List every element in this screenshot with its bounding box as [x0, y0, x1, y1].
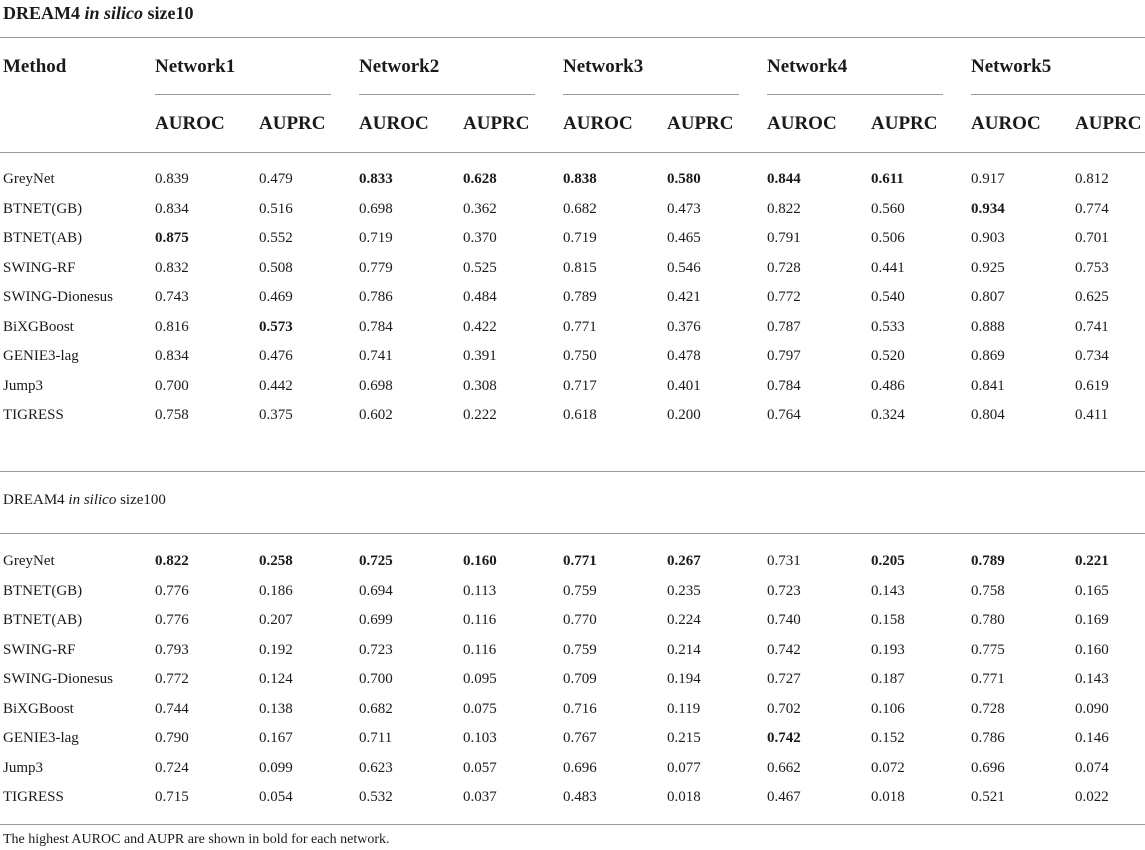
auprc-cell: 0.074 — [1075, 759, 1109, 776]
method-cell: TIGRESS — [3, 789, 64, 805]
auprc-cell: 0.018 — [667, 789, 701, 805]
auroc-cell: 0.844 — [767, 171, 801, 187]
auroc-cell: 0.698 — [359, 377, 393, 394]
auprc-cell: 0.552 — [259, 230, 293, 246]
method-cell: TIGRESS — [3, 407, 64, 423]
auprc-cell: 0.235 — [667, 582, 701, 599]
auroc-cell: 0.789 — [971, 553, 1005, 569]
auprc-cell: 0.222 — [463, 407, 497, 423]
auprc-cell: 0.072 — [871, 759, 905, 776]
auroc-cell: 0.833 — [359, 171, 393, 187]
auprc-cell: 0.734 — [1075, 348, 1109, 364]
auroc-cell: 0.925 — [971, 259, 1005, 276]
auprc-cell: 0.478 — [667, 348, 701, 364]
table-row — [0, 547, 1145, 577]
auprc-cell: 0.401 — [667, 377, 701, 394]
network3-header: Network3 — [563, 56, 644, 77]
auroc-cell: 0.728 — [971, 700, 1005, 717]
network1-auprc-header: AUPRC — [259, 113, 326, 134]
auprc-cell: 0.258 — [259, 553, 293, 569]
auroc-cell: 0.702 — [767, 700, 801, 717]
auroc-cell: 0.780 — [971, 612, 1005, 628]
auprc-cell: 0.194 — [667, 671, 701, 687]
auprc-cell: 0.619 — [1075, 377, 1109, 394]
auroc-cell: 0.618 — [563, 407, 597, 423]
auprc-cell: 0.113 — [463, 582, 497, 599]
auroc-cell: 0.790 — [155, 730, 189, 746]
auprc-cell: 0.116 — [463, 641, 497, 658]
auprc-cell: 0.411 — [1075, 407, 1109, 423]
auprc-cell: 0.224 — [667, 612, 701, 628]
auprc-cell: 0.370 — [463, 230, 497, 246]
auroc-cell: 0.725 — [359, 553, 393, 569]
auroc-cell: 0.741 — [359, 348, 393, 364]
auprc-cell: 0.192 — [259, 641, 293, 658]
auprc-cell: 0.054 — [259, 789, 293, 805]
auroc-cell: 0.779 — [359, 259, 393, 276]
network3-auprc-header: AUPRC — [667, 113, 734, 134]
auroc-cell: 0.869 — [971, 348, 1005, 364]
auroc-cell: 0.700 — [155, 377, 189, 394]
auroc-cell: 0.717 — [563, 377, 597, 394]
header-rule — [0, 152, 1145, 153]
table-footnote: The highest AUROC and AUPR are shown in bold for each network. — [3, 832, 390, 847]
auroc-cell: 0.744 — [155, 700, 189, 717]
auprc-cell: 0.152 — [871, 730, 905, 746]
auprc-cell: 0.138 — [259, 700, 293, 717]
auprc-cell: 0.207 — [259, 612, 293, 628]
network2-header: Network2 — [359, 56, 440, 77]
auprc-cell: 0.077 — [667, 759, 701, 776]
auroc-cell: 0.532 — [359, 789, 393, 805]
auprc-cell: 0.160 — [463, 553, 497, 569]
auprc-cell: 0.193 — [871, 641, 905, 658]
auroc-cell: 0.750 — [563, 348, 597, 364]
auprc-cell: 0.421 — [667, 289, 701, 305]
auprc-cell: 0.362 — [463, 200, 497, 217]
auprc-cell: 0.165 — [1075, 582, 1109, 599]
auprc-cell: 0.520 — [871, 348, 905, 364]
auroc-cell: 0.696 — [563, 759, 597, 776]
method-cell: BTNET(AB) — [3, 612, 83, 628]
auprc-cell: 0.469 — [259, 289, 293, 305]
auprc-cell: 0.267 — [667, 553, 701, 569]
auroc-cell: 0.875 — [155, 230, 189, 246]
auroc-cell: 0.758 — [155, 407, 189, 423]
auprc-cell: 0.580 — [667, 171, 701, 187]
auroc-cell: 0.728 — [767, 259, 801, 276]
table-row — [0, 783, 1145, 813]
auprc-cell: 0.442 — [259, 377, 293, 394]
method-cell: BTNET(GB) — [3, 582, 83, 599]
auroc-cell: 0.682 — [563, 200, 597, 217]
auprc-cell: 0.187 — [871, 671, 905, 687]
table-row — [0, 313, 1145, 343]
auprc-cell: 0.221 — [1075, 553, 1109, 569]
table-row — [0, 636, 1145, 666]
table-row — [0, 283, 1145, 313]
auroc-cell: 0.815 — [563, 259, 597, 276]
auroc-cell: 0.816 — [155, 318, 189, 335]
auroc-cell: 0.804 — [971, 407, 1005, 423]
method-cell: BTNET(GB) — [3, 200, 83, 217]
network5-auprc-header: AUPRC — [1075, 113, 1142, 134]
network5-header: Network5 — [971, 56, 1052, 77]
auprc-cell: 0.391 — [463, 348, 497, 364]
method-cell: Jump3 — [3, 759, 44, 776]
auroc-cell: 0.719 — [563, 230, 597, 246]
auprc-cell: 0.506 — [871, 230, 905, 246]
method-cell: SWING-Dionesus — [3, 289, 113, 305]
auroc-cell: 0.698 — [359, 200, 393, 217]
auprc-cell: 0.812 — [1075, 171, 1109, 187]
method-cell: SWING-RF — [3, 259, 76, 276]
auroc-cell: 0.764 — [767, 407, 801, 423]
auprc-cell: 0.375 — [259, 407, 293, 423]
auprc-cell: 0.611 — [871, 171, 904, 187]
table-row — [0, 401, 1145, 431]
auroc-cell: 0.784 — [359, 318, 393, 335]
auroc-cell: 0.662 — [767, 759, 801, 776]
auprc-cell: 0.205 — [871, 553, 905, 569]
auroc-cell: 0.709 — [563, 671, 597, 687]
table-row — [0, 577, 1145, 607]
auprc-cell: 0.099 — [259, 759, 293, 776]
auprc-cell: 0.214 — [667, 641, 701, 658]
auprc-cell: 0.573 — [259, 318, 293, 335]
network5-underline — [971, 94, 1145, 95]
auprc-cell: 0.560 — [871, 200, 905, 217]
auroc-cell: 0.807 — [971, 289, 1005, 305]
table-row — [0, 724, 1145, 754]
auprc-cell: 0.022 — [1075, 789, 1109, 805]
auprc-cell: 0.167 — [259, 730, 293, 746]
auroc-cell: 0.772 — [767, 289, 801, 305]
auroc-cell: 0.758 — [971, 582, 1005, 599]
method-cell: SWING-Dionesus — [3, 671, 113, 687]
auprc-cell: 0.540 — [871, 289, 905, 305]
auprc-cell: 0.533 — [871, 318, 905, 335]
auprc-cell: 0.465 — [667, 230, 701, 246]
auroc-cell: 0.917 — [971, 171, 1005, 187]
size100-header-rule — [0, 533, 1145, 534]
auprc-cell: 0.508 — [259, 259, 293, 276]
auroc-cell: 0.740 — [767, 612, 801, 628]
auroc-cell: 0.786 — [971, 730, 1005, 746]
network2-auroc-header: AUROC — [359, 113, 429, 134]
auroc-cell: 0.787 — [767, 318, 801, 335]
network2-auprc-header: AUPRC — [463, 113, 530, 134]
auroc-cell: 0.521 — [971, 789, 1005, 805]
auroc-cell: 0.903 — [971, 230, 1005, 246]
auprc-cell: 0.200 — [667, 407, 701, 423]
network1-header: Network1 — [155, 56, 236, 77]
auroc-cell: 0.759 — [563, 582, 597, 599]
auroc-cell: 0.719 — [359, 230, 393, 246]
method-cell: GreyNet — [3, 553, 55, 569]
auroc-cell: 0.839 — [155, 171, 189, 187]
auprc-cell: 0.473 — [667, 200, 701, 217]
auprc-cell: 0.741 — [1075, 318, 1109, 335]
auroc-cell: 0.834 — [155, 200, 189, 217]
auroc-cell: 0.767 — [563, 730, 597, 746]
table-row — [0, 165, 1145, 195]
auroc-cell: 0.742 — [767, 730, 801, 746]
network3-underline — [563, 94, 739, 95]
auprc-cell: 0.037 — [463, 789, 497, 805]
top-rule — [0, 37, 1145, 38]
method-cell: BiXGBoost — [3, 318, 74, 335]
table-row — [0, 606, 1145, 636]
size100-section-title: DREAM4 in silico size100 — [3, 492, 166, 508]
auprc-cell: 0.057 — [463, 759, 497, 776]
auroc-cell: 0.822 — [155, 553, 189, 569]
auroc-cell: 0.934 — [971, 200, 1005, 217]
table-row — [0, 665, 1145, 695]
auprc-cell: 0.441 — [871, 259, 905, 276]
auroc-cell: 0.682 — [359, 700, 393, 717]
network4-header: Network4 — [767, 56, 848, 77]
auprc-cell: 0.146 — [1075, 730, 1109, 746]
auprc-cell: 0.628 — [463, 171, 497, 187]
auprc-cell: 0.160 — [1075, 641, 1109, 658]
auprc-cell: 0.158 — [871, 612, 905, 628]
auroc-cell: 0.841 — [971, 377, 1005, 394]
method-header: Method — [3, 56, 67, 77]
auprc-cell: 0.308 — [463, 377, 497, 394]
table-row — [0, 754, 1145, 784]
network4-underline — [767, 94, 943, 95]
auprc-cell: 0.186 — [259, 582, 293, 599]
auprc-cell: 0.018 — [871, 789, 905, 805]
network1-auroc-header: AUROC — [155, 113, 225, 134]
auprc-cell: 0.476 — [259, 348, 293, 364]
section-rule — [0, 471, 1145, 472]
table-row — [0, 254, 1145, 284]
auprc-cell: 0.546 — [667, 259, 701, 276]
auprc-cell: 0.701 — [1075, 230, 1109, 246]
auroc-cell: 0.727 — [767, 671, 801, 687]
auroc-cell: 0.775 — [971, 641, 1005, 658]
network4-auroc-header: AUROC — [767, 113, 837, 134]
auroc-cell: 0.838 — [563, 171, 597, 187]
table-row — [0, 342, 1145, 372]
auroc-cell: 0.771 — [563, 553, 597, 569]
method-cell: GENIE3-lag — [3, 348, 79, 364]
auroc-cell: 0.743 — [155, 289, 189, 305]
auprc-cell: 0.119 — [667, 700, 701, 717]
table-row — [0, 372, 1145, 402]
auprc-cell: 0.169 — [1075, 612, 1109, 628]
method-cell: BiXGBoost — [3, 700, 74, 717]
auroc-cell: 0.771 — [563, 318, 597, 335]
auprc-cell: 0.484 — [463, 289, 497, 305]
auroc-cell: 0.771 — [971, 671, 1005, 687]
auroc-cell: 0.715 — [155, 789, 189, 805]
auroc-cell: 0.700 — [359, 671, 393, 687]
auroc-cell: 0.888 — [971, 318, 1005, 335]
auprc-cell: 0.103 — [463, 730, 497, 746]
network5-auroc-header: AUROC — [971, 113, 1041, 134]
auprc-cell: 0.090 — [1075, 700, 1109, 717]
auroc-cell: 0.791 — [767, 230, 801, 246]
auprc-cell: 0.516 — [259, 200, 293, 217]
auroc-cell: 0.623 — [359, 759, 393, 776]
auprc-cell: 0.479 — [259, 171, 293, 187]
auroc-cell: 0.832 — [155, 259, 189, 276]
auroc-cell: 0.786 — [359, 289, 393, 305]
auroc-cell: 0.723 — [767, 582, 801, 599]
auroc-cell: 0.822 — [767, 200, 801, 217]
network2-underline — [359, 94, 535, 95]
auroc-cell: 0.467 — [767, 789, 801, 805]
auroc-cell: 0.772 — [155, 671, 189, 687]
network3-auroc-header: AUROC — [563, 113, 633, 134]
auroc-cell: 0.483 — [563, 789, 597, 805]
auprc-cell: 0.376 — [667, 318, 701, 335]
auroc-cell: 0.724 — [155, 759, 189, 776]
auroc-cell: 0.711 — [359, 730, 393, 746]
auroc-cell: 0.716 — [563, 700, 597, 717]
auprc-cell: 0.486 — [871, 377, 905, 394]
auprc-cell: 0.095 — [463, 671, 497, 687]
method-cell: GENIE3-lag — [3, 730, 79, 746]
table-row — [0, 195, 1145, 225]
auprc-cell: 0.215 — [667, 730, 701, 746]
auprc-cell: 0.625 — [1075, 289, 1109, 305]
auroc-cell: 0.834 — [155, 348, 189, 364]
method-cell: SWING-RF — [3, 641, 76, 658]
auprc-cell: 0.143 — [1075, 671, 1109, 687]
method-cell: BTNET(AB) — [3, 230, 83, 246]
auroc-cell: 0.797 — [767, 348, 801, 364]
auroc-cell: 0.742 — [767, 641, 801, 658]
auroc-cell: 0.759 — [563, 641, 597, 658]
auprc-cell: 0.422 — [463, 318, 497, 335]
auroc-cell: 0.770 — [563, 612, 597, 628]
auroc-cell: 0.776 — [155, 612, 189, 628]
auroc-cell: 0.602 — [359, 407, 393, 423]
auroc-cell: 0.789 — [563, 289, 597, 305]
auprc-cell: 0.143 — [871, 582, 905, 599]
method-cell: GreyNet — [3, 171, 55, 187]
auprc-cell: 0.525 — [463, 259, 497, 276]
auroc-cell: 0.776 — [155, 582, 189, 599]
method-cell: Jump3 — [3, 377, 44, 394]
auroc-cell: 0.699 — [359, 612, 393, 628]
auroc-cell: 0.784 — [767, 377, 801, 394]
auroc-cell: 0.696 — [971, 759, 1005, 776]
auprc-cell: 0.075 — [463, 700, 497, 717]
table-row — [0, 695, 1145, 725]
auroc-cell: 0.723 — [359, 641, 393, 658]
table-title: DREAM4 in silico size10 — [3, 3, 194, 23]
auroc-cell: 0.731 — [767, 553, 801, 569]
auprc-cell: 0.324 — [871, 407, 905, 423]
auroc-cell: 0.793 — [155, 641, 189, 658]
auprc-cell: 0.124 — [259, 671, 293, 687]
auprc-cell: 0.753 — [1075, 259, 1109, 276]
auroc-cell: 0.694 — [359, 582, 393, 599]
network1-underline — [155, 94, 331, 95]
network4-auprc-header: AUPRC — [871, 113, 938, 134]
auprc-cell: 0.106 — [871, 700, 905, 717]
table-row — [0, 224, 1145, 254]
auprc-cell: 0.774 — [1075, 200, 1109, 217]
bottom-rule — [0, 824, 1145, 825]
auprc-cell: 0.116 — [463, 612, 497, 628]
